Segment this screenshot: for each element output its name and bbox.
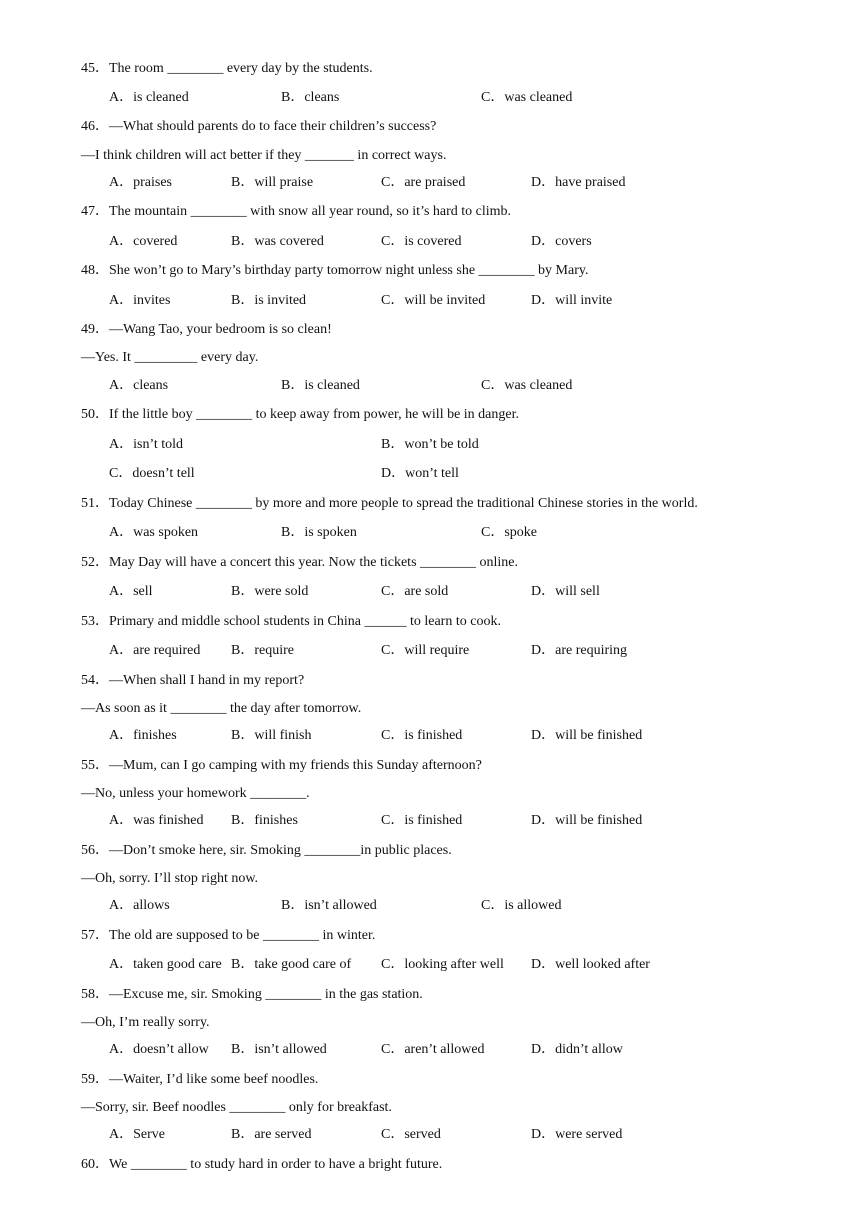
q51-option-b: B．is spoken — [281, 525, 357, 540]
question-55-dialogue: —No, unless your homework ________. — [81, 786, 310, 801]
q48-option-d: D．will invite — [531, 293, 613, 308]
q57-option-d: D．well looked after — [531, 957, 650, 972]
q59-option-c: C．served — [381, 1127, 441, 1142]
q53-option-c: C．will require — [381, 643, 470, 658]
q52-option-b: B．were sold — [231, 584, 309, 599]
q52-option-a: A．sell — [109, 584, 153, 599]
q50-option-a: A．isn’t told — [109, 437, 184, 452]
q54-option-d: D．will be finished — [531, 728, 643, 743]
q46-option-b: B．will praise — [231, 175, 314, 190]
q47-option-b: B．was covered — [231, 234, 324, 249]
q55-option-c: C．is finished — [381, 813, 463, 828]
q59-option-d: D．were served — [531, 1127, 623, 1142]
q59-option-a: A．Serve — [109, 1127, 165, 1142]
question-59-stem: 59．—Waiter, I’d like some beef noodles. — [81, 1072, 319, 1087]
question-47-stem: 47．The mountain ________ with snow all year round, so it’s hard to climb. — [81, 204, 512, 219]
q53-option-d: D．are requiring — [531, 643, 628, 658]
q57-option-a: A．taken good care — [109, 957, 222, 972]
q53-option-b: B．require — [231, 643, 294, 658]
q48-option-c: C．will be invited — [381, 293, 486, 308]
q50-option-c: C．doesn’t tell — [109, 466, 195, 481]
q57-option-c: C．looking after well — [381, 957, 504, 972]
q47-option-c: C．is covered — [381, 234, 462, 249]
q54-option-b: B．will finish — [231, 728, 312, 743]
q54-option-c: C．is finished — [381, 728, 463, 743]
question-45-stem: 45．The room ________ every day by the students. — [81, 61, 373, 76]
q50-option-b: B．won’t be told — [381, 437, 479, 452]
q50-option-d: D．won’t tell — [381, 466, 459, 481]
q48-option-b: B．is invited — [231, 293, 307, 308]
q48-option-a: A．invites — [109, 293, 171, 308]
q51-option-c: C．spoke — [481, 525, 537, 540]
q53-option-a: A．are required — [109, 643, 201, 658]
q52-option-d: D．will sell — [531, 584, 600, 599]
q55-option-a: A．was finished — [109, 813, 204, 828]
q46-option-a: A．praises — [109, 175, 172, 190]
question-48-stem: 48．She won’t go to Mary’s birthday party tomorrow night unless she ________ by Mary. — [81, 263, 589, 278]
q56-option-c: C．is allowed — [481, 898, 562, 913]
q56-option-a: A．allows — [109, 898, 170, 913]
question-54-stem: 54．—When shall I hand in my report? — [81, 673, 305, 688]
q46-option-d: D．have praised — [531, 175, 626, 190]
q49-option-c: C．was cleaned — [481, 378, 573, 393]
q49-option-a: A．cleans — [109, 378, 169, 393]
q45-option-c: C．was cleaned — [481, 90, 573, 105]
q58-option-d: D．didn’t allow — [531, 1042, 623, 1057]
q54-option-a: A．finishes — [109, 728, 177, 743]
question-54-dialogue: —As soon as it ________ the day after tomorrow. — [81, 701, 362, 716]
question-46-dialogue: —I think children will act better if they _______ in correct ways. — [81, 148, 447, 163]
q58-option-a: A．doesn’t allow — [109, 1042, 209, 1057]
q55-option-b: B．finishes — [231, 813, 298, 828]
q46-option-c: C．are praised — [381, 175, 466, 190]
q56-option-b: B．isn’t allowed — [281, 898, 377, 913]
q47-option-a: A．covered — [109, 234, 178, 249]
q59-option-b: B．are served — [231, 1127, 312, 1142]
q55-option-d: D．will be finished — [531, 813, 643, 828]
question-55-stem: 55．—Mum, can I go camping with my friends this Sunday afternoon? — [81, 758, 482, 773]
question-56-dialogue: —Oh, sorry. I’ll stop right now. — [81, 871, 259, 886]
q57-option-b: B．take good care of — [231, 957, 352, 972]
question-52-stem: 52．May Day will have a concert this year. Now the tickets ________ online. — [81, 555, 519, 570]
question-56-stem: 56．—Don’t smoke here, sir. Smoking ________in public places. — [81, 843, 452, 858]
q45-option-a: A．is cleaned — [109, 90, 189, 105]
q58-option-b: B．isn’t allowed — [231, 1042, 327, 1057]
question-59-dialogue: —Sorry, sir. Beef noodles ________ only for breakfast. — [81, 1100, 392, 1115]
question-58-stem: 58．—Excuse me, sir. Smoking ________ in the gas station. — [81, 987, 423, 1002]
q51-option-a: A．was spoken — [109, 525, 199, 540]
question-51-stem: 51．Today Chinese ________ by more and more people to spread the traditional Chinese stories in the world. — [81, 496, 698, 511]
question-50-stem: 50．If the little boy ________ to keep away from power, he will be in danger. — [81, 407, 519, 422]
question-58-dialogue: —Oh, I’m really sorry. — [81, 1015, 210, 1030]
q45-option-b: B．cleans — [281, 90, 340, 105]
question-53-stem: 53．Primary and middle school students in China ______ to learn to cook. — [81, 614, 501, 629]
q58-option-c: C．aren’t allowed — [381, 1042, 485, 1057]
question-46-stem: 46．—What should parents do to face their children’s success? — [81, 119, 437, 134]
q52-option-c: C．are sold — [381, 584, 449, 599]
question-49-dialogue: —Yes. It _________ every day. — [81, 350, 259, 365]
q49-option-b: B．is cleaned — [281, 378, 360, 393]
question-57-stem: 57．The old are supposed to be ________ in winter. — [81, 928, 376, 943]
q47-option-d: D．covers — [531, 234, 592, 249]
question-60-stem: 60．We ________ to study hard in order to have a bright future. — [81, 1157, 443, 1172]
question-49-stem: 49．—Wang Tao, your bedroom is so clean! — [81, 322, 332, 337]
